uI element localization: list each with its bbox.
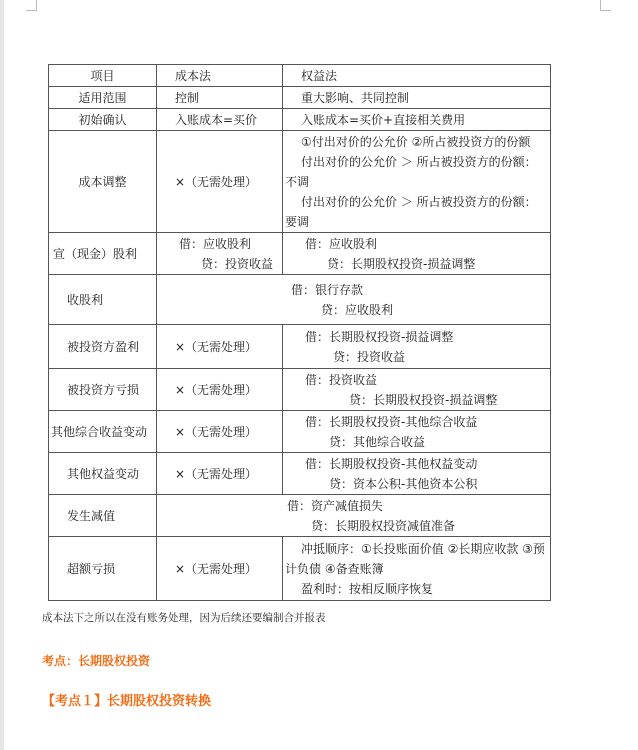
row-item: 被投资方盈利 [49, 325, 157, 369]
row-item: 初始确认 [49, 109, 157, 131]
row-item: 收股利 [49, 275, 157, 325]
equity-cell [283, 131, 551, 233]
table-header [49, 65, 551, 87]
line: 借：长期股权投资-损益调整 [305, 329, 454, 344]
table-row [49, 131, 551, 233]
cost-cell: ×（无需处理） [157, 411, 283, 453]
page-corner-mark [600, 0, 611, 11]
table-row [49, 325, 551, 369]
merged-cell [157, 495, 551, 537]
line: 借：资产减值损失 [287, 498, 384, 513]
cost-cell: ×（无需处理） [157, 131, 283, 233]
cost-cell: ×（无需处理） [157, 369, 283, 411]
row-item: 成本调整 [49, 131, 157, 233]
row-item: 其他权益变动 [49, 453, 157, 495]
cost-cell: ×（无需处理） [157, 325, 283, 369]
line: 贷：长期股权投资-损益调整 [327, 256, 476, 271]
line: 付出对价的公允价 ＞ 所占被投资方的份额：不调 [285, 154, 537, 189]
table-row [49, 87, 551, 109]
equity-cell: 重大影响、共同控制 [283, 87, 551, 109]
line: 借：应收股利 [179, 236, 252, 251]
table-row [49, 369, 551, 411]
table-row [49, 233, 551, 275]
comparison-table [48, 64, 551, 601]
equity-cell [283, 233, 551, 275]
header-equity: 权益法 [283, 65, 551, 87]
line: 贷：投资收益 [333, 349, 406, 364]
cost-cell: ×（无需处理） [157, 453, 283, 495]
table-row [49, 411, 551, 453]
line: 贷：其他综合收益 [329, 434, 426, 449]
equity-cell [283, 411, 551, 453]
line: 贷：资本公积-其他资本公积 [329, 476, 478, 491]
equity-cell [283, 325, 551, 369]
table-row [49, 495, 551, 537]
cost-cell: 控制 [157, 87, 283, 109]
page-edge [0, 0, 4, 750]
row-item: 其他综合收益变动 [49, 411, 157, 453]
note-text: 成本法下之所以在没有账务处理，因为后续还要编制合并报表 [42, 612, 326, 624]
header-item: 项目 [49, 65, 157, 87]
line: 盈利时：按相反顺序恢复 [301, 581, 434, 596]
equity-cell: 入账成本=买价+直接相关费用 [283, 109, 551, 131]
row-item: 发生减值 [49, 495, 157, 537]
line: 贷：应收股利 [321, 302, 394, 317]
subsection-heading: 【考点１】长期股权投资转换 [42, 694, 212, 709]
merged-cell [157, 275, 551, 325]
table-row [49, 453, 551, 495]
row-item: 被投资方亏损 [49, 369, 157, 411]
line: 贷：长期股权投资减值准备 [311, 518, 456, 533]
line: 借：投资收益 [305, 372, 378, 387]
table-row [49, 537, 551, 601]
line: 贷：长期股权投资-损益调整 [349, 392, 498, 407]
header-cost: 成本法 [157, 65, 283, 87]
line: 借：长期股权投资-其他权益变动 [305, 456, 478, 471]
line: 付出对价的公允价 ＞ 所占被投资方的份额：要调 [285, 194, 537, 229]
line: 借：银行存款 [291, 282, 364, 297]
cost-cell: ×（无需处理） [157, 537, 283, 601]
line: 冲抵顺序：①长投账面价值 ②长期应收款 ③预计负债 ④备查账簿 [285, 541, 545, 576]
line: ①付出对价的公允价 ②所占被投资方的份额 [301, 134, 531, 149]
page-corner-mark [26, 0, 37, 11]
equity-cell [283, 369, 551, 411]
table-row [49, 109, 551, 131]
line: 借：长期股权投资-其他综合收益 [305, 414, 478, 429]
line: 贷：投资收益 [201, 256, 274, 271]
equity-cell [283, 537, 551, 601]
row-item: 宣（现金）股利 [49, 233, 157, 275]
line: 借：应收股利 [305, 236, 378, 251]
row-item: 超额亏损 [49, 537, 157, 601]
row-item: 适用范围 [49, 87, 157, 109]
cost-cell [157, 233, 283, 275]
table-row [49, 275, 551, 325]
equity-cell [283, 453, 551, 495]
cost-cell: 入账成本=买价 [157, 109, 283, 131]
section-heading: 考点：长期股权投资 [42, 654, 151, 668]
